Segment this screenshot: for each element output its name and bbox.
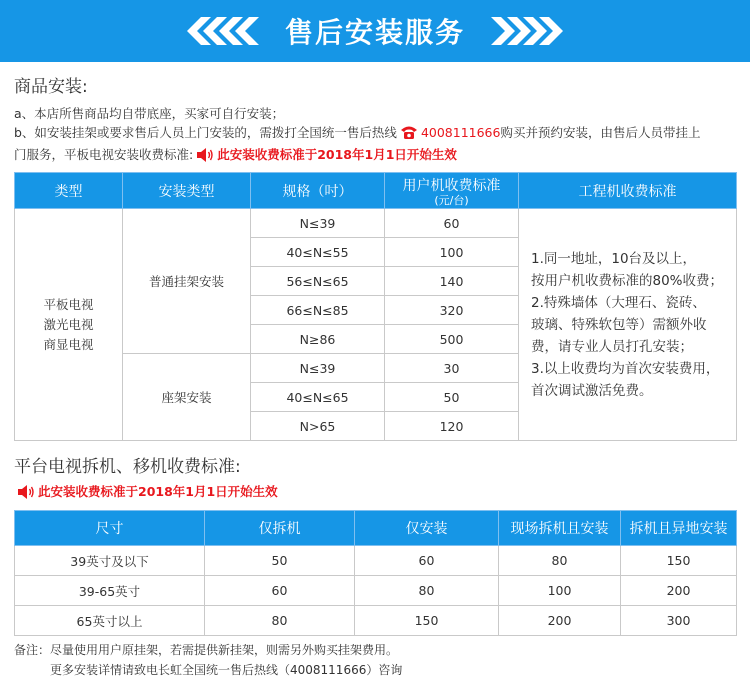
spec-cell: 56≤N≤65 xyxy=(251,267,385,296)
type-line: 商显电视 xyxy=(43,336,94,352)
table-row xyxy=(15,576,737,606)
line-a: a、本店所售商品均自带底座，买家可自行安装； xyxy=(14,106,285,121)
header-main: 用户机收费标准 xyxy=(402,177,501,194)
fee-cell: 320 xyxy=(385,296,519,325)
note-line: 玻璃、特殊软包等）需额外收 xyxy=(531,316,707,333)
fee-cell: 200 xyxy=(621,576,737,606)
header-cell: 拆机且异地安装 xyxy=(621,511,737,546)
notice-text: 此安装收费标准于2018年1月1日开始生效 xyxy=(217,147,457,162)
table-row xyxy=(15,606,737,636)
header-banner xyxy=(0,0,750,62)
install-fee-table xyxy=(14,172,737,441)
footer-line: 更多安装详情请致电长虹全国统一售后热线（4008111666）咨询 xyxy=(50,663,403,677)
note-line: 1.同一地址，10台及以上， xyxy=(531,250,697,267)
section-title-removal: 平台电视拆机、移机收费标准: xyxy=(14,457,241,477)
fee-cell: 80 xyxy=(499,546,621,576)
type-cell xyxy=(15,209,123,441)
fee-cell: 50 xyxy=(205,546,355,576)
spec-cell: N>65 xyxy=(251,412,385,441)
table-row xyxy=(15,546,737,576)
header-cell: 规格（吋） xyxy=(251,173,385,209)
header-cell xyxy=(385,173,519,209)
fee-cell: 100 xyxy=(499,576,621,606)
table-header-row xyxy=(15,511,737,546)
note-line: 按用户机收费标准的80%收费； xyxy=(531,272,724,289)
section-title-product-install: 商品安装: xyxy=(14,77,88,97)
install-info xyxy=(14,104,742,167)
fee-cell: 30 xyxy=(385,354,519,383)
fee-cell: 150 xyxy=(355,606,499,636)
fee-cell: 150 xyxy=(621,546,737,576)
fee-cell: 140 xyxy=(385,267,519,296)
spec-cell: 40≤N≤55 xyxy=(251,238,385,267)
header-cell: 仅拆机 xyxy=(205,511,355,546)
hotline-number: 4008111666 xyxy=(420,125,501,140)
fee-cell: 60 xyxy=(385,209,519,238)
fee-cell: 60 xyxy=(205,576,355,606)
line-b xyxy=(14,123,742,145)
removal-fee-table xyxy=(14,510,737,636)
spec-cell: 40≤N≤65 xyxy=(251,383,385,412)
footer-notes xyxy=(14,640,402,680)
fee-cell: 200 xyxy=(499,606,621,636)
speaker-icon xyxy=(196,148,214,167)
fee-cell: 120 xyxy=(385,412,519,441)
install-type-cell: 普通挂架安装 xyxy=(123,209,251,354)
table-row xyxy=(15,209,737,238)
note-line: 首次调试激活免费。 xyxy=(531,382,653,399)
removal-notice xyxy=(14,482,742,504)
table-header-row xyxy=(15,173,737,209)
note-line: 费，请专业人员打孔安装； xyxy=(531,338,693,355)
note-line: 2.特殊墙体（大理石、瓷砖、 xyxy=(531,294,706,311)
fee-cell: 80 xyxy=(355,576,499,606)
line-b-suffix: 购买并预约安装，由售后人员带挂上 xyxy=(500,125,701,140)
speaker-icon xyxy=(17,485,35,504)
notice-text: 此安装收费标准于2018年1月1日开始生效 xyxy=(38,484,278,499)
header-cell: 工程机收费标准 xyxy=(519,173,737,209)
header-cell: 仅安装 xyxy=(355,511,499,546)
size-cell: 39英寸及以下 xyxy=(15,546,205,576)
header-cell: 尺寸 xyxy=(15,511,205,546)
spec-cell: 66≤N≤85 xyxy=(251,296,385,325)
banner-title: 售后安装服务 xyxy=(284,16,465,49)
fee-cell: 50 xyxy=(385,383,519,412)
fee-cell: 60 xyxy=(355,546,499,576)
spec-cell: N≥86 xyxy=(251,325,385,354)
type-line: 平板电视 xyxy=(43,296,94,312)
phone-icon xyxy=(400,125,418,145)
line-b2-prefix: 门服务，平板电视安装收费标准: xyxy=(14,147,194,162)
header-cell: 现场拆机且安装 xyxy=(499,511,621,546)
fee-cell: 80 xyxy=(205,606,355,636)
fee-cell: 500 xyxy=(385,325,519,354)
fee-cell: 300 xyxy=(621,606,737,636)
spec-cell: N≤39 xyxy=(251,209,385,238)
fee-cell: 100 xyxy=(385,238,519,267)
type-line: 激光电视 xyxy=(43,316,94,332)
engineering-notes xyxy=(519,209,737,441)
header-cell: 类型 xyxy=(15,173,123,209)
header-cell: 安装类型 xyxy=(123,173,251,209)
note-line: 3.以上收费均为首次安装费用， xyxy=(531,360,720,377)
line-b-prefix: b、如安装挂架或要求售后人员上门安装的，需拨打全国统一售后热线 xyxy=(14,125,397,140)
spec-cell: N≤39 xyxy=(251,354,385,383)
chevron-left-icon xyxy=(187,17,259,45)
size-cell: 65英寸以上 xyxy=(15,606,205,636)
footer-line: 备注：尽量使用用户原挂架，若需提供新挂架，则需另外购买挂架费用。 xyxy=(14,643,399,657)
header-sub: (元/台) xyxy=(434,193,469,207)
line-b2 xyxy=(14,145,742,167)
size-cell: 39-65英寸 xyxy=(15,576,205,606)
chevron-right-icon xyxy=(491,17,563,45)
install-type-cell: 座架安装 xyxy=(123,354,251,441)
